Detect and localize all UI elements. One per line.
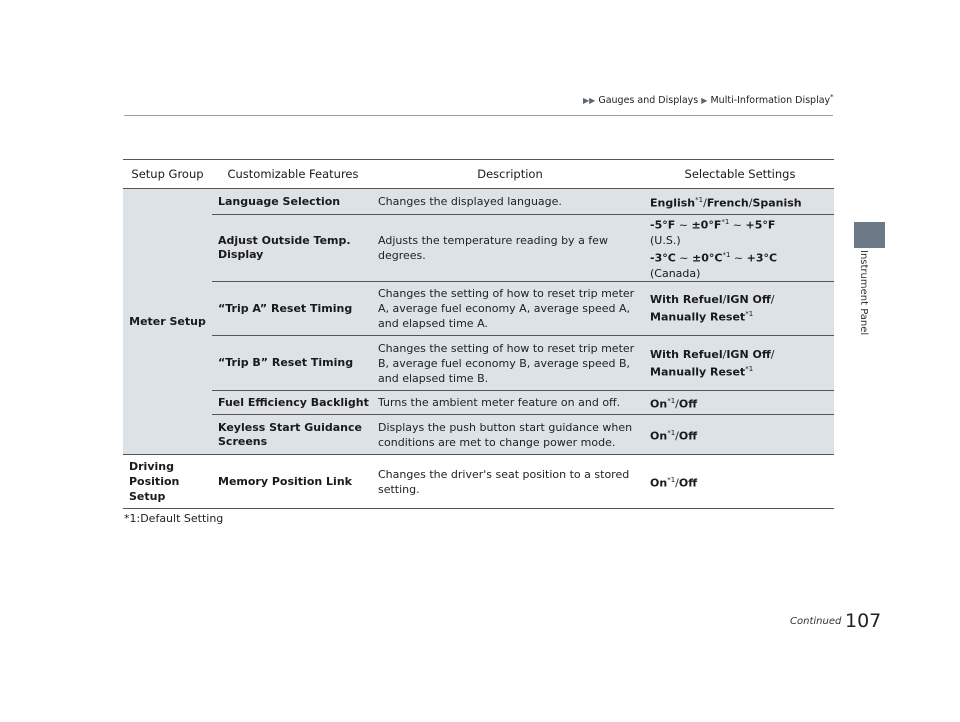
breadcrumb-separator-icon: ▶	[701, 96, 708, 106]
page-number: 107	[845, 610, 882, 632]
header-rule	[124, 115, 833, 116]
feature-description: Turns the ambient meter feature on and off.	[374, 391, 646, 415]
feature-description: Changes the setting of how to reset trip meter B, average fuel economy B, average speed B, and elapsed time B.	[374, 336, 646, 391]
feature-name: Keyless Start Guidance Screens	[212, 415, 374, 455]
feature-description: Adjusts the temperature reading by a few degrees.	[374, 215, 646, 282]
column-header-setup-group: Setup Group	[123, 160, 212, 189]
feature-name: Language Selection	[212, 189, 374, 215]
selectable-settings: With Refuel/IGN Off/ Manually Reset$^{*1}$	[646, 282, 834, 336]
breadcrumb-item-mid[interactable]: Multi-Information Display	[710, 95, 831, 107]
feature-description: Displays the push button start guidance when conditions are met to change power mode.	[374, 415, 646, 455]
breadcrumb-mark: *	[830, 93, 834, 101]
selectable-settings: -5°F ~ $\pm 0^\circ F^{*1}$ ~ +5°F (U.S.) -3°C ~ $\pm 0^\circ C^{*1}$ ~ +3°C (Canada)	[646, 215, 834, 282]
column-header-description: Description	[374, 160, 646, 189]
selectable-settings: On$^{*1}$/Off	[646, 391, 834, 415]
setup-group-driving: Driving Position Setup	[123, 455, 212, 509]
breadcrumb-item-gauges[interactable]: Gauges and Displays	[598, 95, 699, 107]
feature-name: “Trip A” Reset Timing	[212, 282, 374, 336]
table-row	[123, 415, 834, 455]
setup-group-meter: Meter Setup	[123, 189, 212, 455]
breadcrumb-arrow-icon: ▶▶	[583, 96, 596, 106]
selectable-settings: With Refuel/IGN Off/ Manually Reset$^{*1}$	[646, 336, 834, 391]
feature-description: Changes the driver's seat position to a stored setting.	[374, 455, 646, 509]
table-row	[123, 455, 834, 509]
feature-description: Changes the displayed language.	[374, 189, 646, 215]
footnote: *1:Default Setting	[124, 512, 224, 525]
selectable-settings: On$^{*1}$/Off	[646, 455, 834, 509]
column-header-features: Customizable Features	[212, 160, 374, 189]
section-tab	[854, 222, 885, 248]
feature-name: Adjust Outside Temp. Display	[212, 215, 374, 282]
feature-name: Memory Position Link	[212, 455, 374, 509]
continued-label: Continued	[790, 616, 842, 627]
table-row	[123, 336, 834, 391]
table-row	[123, 215, 834, 282]
table-header-row	[123, 160, 834, 189]
table-row	[123, 189, 834, 215]
breadcrumb	[583, 93, 834, 106]
section-tab-label: Instrument Panel	[858, 250, 869, 336]
table-row	[123, 391, 834, 415]
feature-name: “Trip B” Reset Timing	[212, 336, 374, 391]
settings-table	[123, 159, 834, 509]
feature-description: Changes the setting of how to reset trip meter A, average fuel economy A, average speed A, and elapsed time A.	[374, 282, 646, 336]
selectable-settings: On$^{*1}$/Off	[646, 415, 834, 455]
table-row	[123, 282, 834, 336]
column-header-settings: Selectable Settings	[646, 160, 834, 189]
selectable-settings: English$^{*1}$/French/Spanish	[646, 189, 834, 215]
feature-name: Fuel Efficiency Backlight	[212, 391, 374, 415]
